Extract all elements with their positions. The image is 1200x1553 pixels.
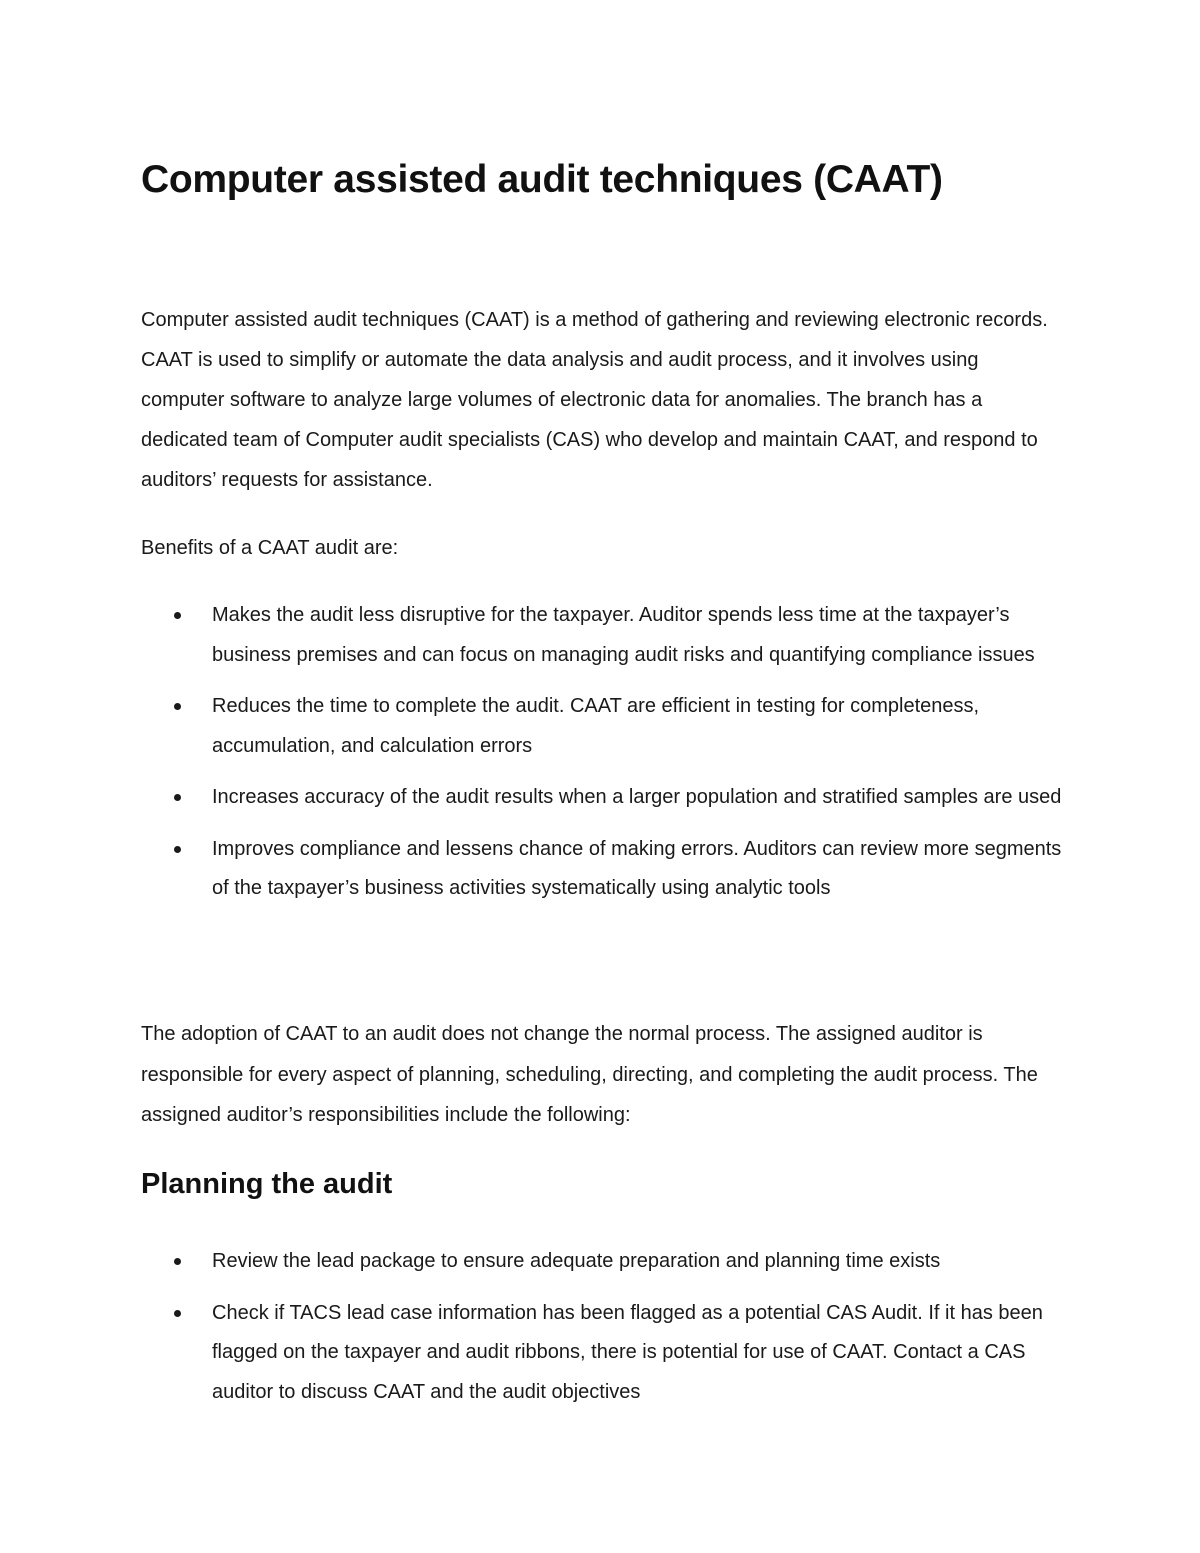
bullet-icon <box>174 703 181 710</box>
bullet-icon <box>174 846 181 853</box>
list-item <box>141 687 1066 766</box>
benefits-lead-in: Benefits of a CAAT audit are: <box>141 537 399 559</box>
list-item-text: Review the lead package to ensure adequate preparation and planning time exists <box>212 1250 941 1272</box>
planning-list <box>141 1242 1066 1424</box>
list-item-text: Makes the audit less disruptive for the taxpayer. Auditor spends less time at the taxpayer’s business premises and can focus on managing audit risks and quantifying compliance issues <box>212 604 1035 666</box>
list-item <box>141 1294 1066 1413</box>
bullet-icon <box>174 1258 181 1265</box>
benefits-list <box>141 596 1066 921</box>
intro-paragraph: Computer assisted audit techniques (CAAT) is a method of gathering and reviewing electronic records. CAAT is used to simplify or automate the data analysis and audit process, and it involves using computer software to analyze large volumes of electronic data for anomalies. The branch has a dedicated team of Computer audit specialists (CAS) who develop and maintain CAAT, and respond to auditors’ requests for assistance. <box>141 309 1048 491</box>
list-item-text: Reduces the time to complete the audit. CAAT are efficient in testing for completeness, accumulation, and calculation errors <box>212 695 980 757</box>
list-item <box>141 830 1066 909</box>
list-item <box>141 1242 1066 1282</box>
list-item-text: Improves compliance and lessens chance of making errors. Auditors can review more segments of the taxpayer’s business activities systematically using analytic tools <box>212 837 1062 899</box>
bullet-icon <box>174 794 181 801</box>
bullet-icon <box>174 612 181 619</box>
section-heading-planning: Planning the audit <box>141 1168 393 1200</box>
list-item-text: Check if TACS lead case information has been flagged as a potential CAS Audit. If it has been flagged on the taxpayer and audit ribbons, there is potential for use of CAAT. Contact a CAS auditor to discuss CAAT and the audit objectives <box>212 1301 1043 1403</box>
adoption-paragraph: The adoption of CAAT to an audit does not change the normal process. The assigned auditor is responsible for every aspect of planning, scheduling, directing, and completing the audit process. The assigned auditor’s responsibilities include the following: <box>141 1023 1038 1126</box>
list-item <box>141 778 1066 818</box>
bullet-icon <box>174 1310 181 1317</box>
list-item-text: Increases accuracy of the audit results when a larger population and stratified samples are used <box>212 786 1062 808</box>
list-item <box>141 596 1066 675</box>
document-title: Computer assisted audit techniques (CAAT) <box>141 158 943 201</box>
